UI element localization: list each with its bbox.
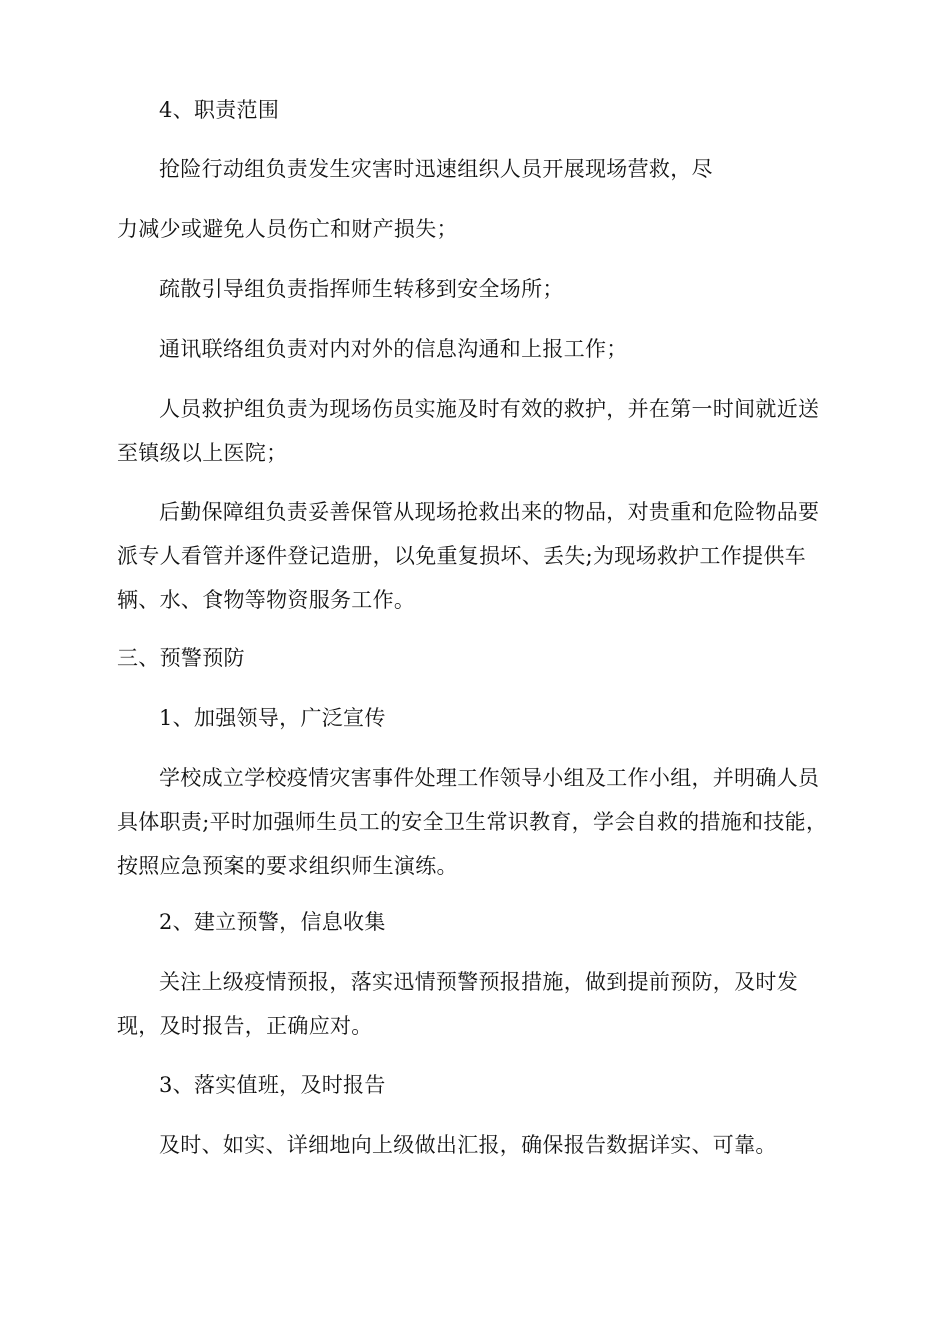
paragraph-communication: 通讯联络组负责对内对外的信息沟通和上报工作； — [159, 337, 628, 361]
paragraph-medical-rescue: 人员救护组负责为现场伤员实施及时有效的救护，并在第一时间就近送至镇级以上医院； — [117, 397, 820, 465]
paragraph-logistics: 后勤保障组负责妥善保管从现场抢救出来的物品，对贵重和危险物品要派专人看管并逐件登记造册，以免重复损坏、丢失;为现场救护工作提供车辆、水、食物等物资服务工作。 — [117, 500, 820, 612]
subheading-early-warning: 2、建立预警，信息收集 — [159, 910, 386, 934]
paragraph-early-warning: 关注上级疫情预报，落实迅情预警预报措施，做到提前预防，及时发现，及时报告，正确应对。 — [117, 970, 798, 1038]
section-heading-warning: 三、预警预防 — [117, 646, 245, 670]
subheading-leadership: 1、加强领导，广泛宣传 — [159, 706, 386, 730]
paragraph-rescue-line2: 力减少或避免人员伤亡和财产损失； — [117, 217, 458, 241]
paragraph-evacuation: 疏散引导组负责指挥师生转移到安全场所； — [159, 277, 564, 301]
paragraph-leadership: 学校成立学校疫情灾害事件处理工作领导小组及工作小组，并明确人员具体职责;平时加强师生员工的安全卫生常识教育，学会自救的措施和技能，按照应急预案的要求组织师生演练。 — [117, 766, 828, 878]
section-heading-responsibilities: 4、职责范围 — [159, 98, 280, 122]
paragraph-rescue-line1: 抢险行动组负责发生灾害时迅速组织人员开展现场营救，尽 — [159, 157, 713, 181]
subheading-duty: 3、落实值班，及时报告 — [159, 1073, 386, 1097]
paragraph-duty: 及时、如实、详细地向上级做出汇报，确保报告数据详实、可靠。 — [159, 1133, 777, 1157]
